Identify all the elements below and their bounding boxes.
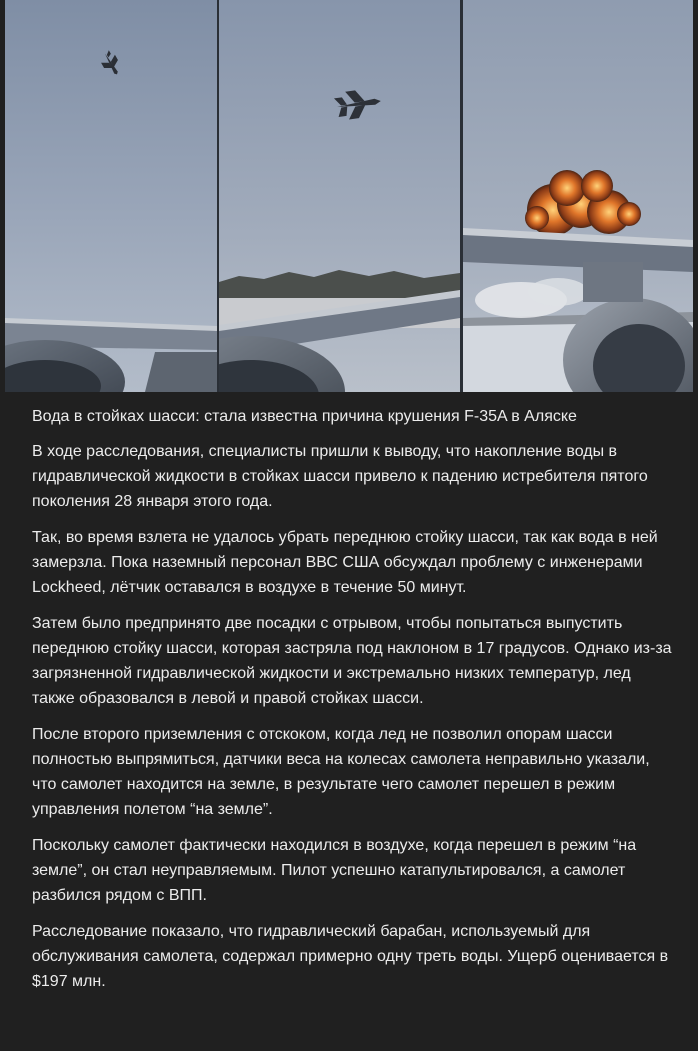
paragraph: Так, во время взлета не удалось убрать переднюю стойку шасси, так как вода в ней замерзла. Пока наземный персонал ВВС США обсуждал проблему с инженерами Lockheed, лётчик оставался в воздухе в течение 50 минут. xyxy=(32,529,658,596)
media-collage[interactable] xyxy=(5,0,693,392)
photo-jet-descending-image xyxy=(219,0,460,392)
paragraph: После второго приземления с отскоком, когда лед не позволил опорам шасси полностью выпрямиться, датчики веса на колесах самолета неправильно указали, что самолет находится на земле, в результате чего самолет перешел в режим управления полетом “на земле”. xyxy=(32,726,650,818)
post-text xyxy=(32,404,672,1005)
photo-jet-falling[interactable] xyxy=(5,0,217,392)
paragraph: Расследование показало, что гидравлический барабан, используемый для обслуживания самолета, содержал примерно одну треть воды. Ущерб оценивается в $197 млн. xyxy=(32,923,669,990)
photo-jet-descending[interactable] xyxy=(219,0,460,392)
paragraph: Поскольку самолет фактически находился в воздухе, когда перешел в режим “на земле”, он стал неуправляемым. Пилот успешно катапультировался, а самолет разбился рядом с ВПП. xyxy=(32,837,637,904)
photo-crash-fireball-image xyxy=(463,0,693,392)
post-title: Вода в стойках шасси: стала известна причина крушения F-35A в Аляске xyxy=(32,408,577,425)
paragraph: В ходе расследования, специалисты пришли к выводу, что накопление воды в гидравлической жидкости в стойках шасси привело к падению истребителя пятого поколения 28 января этого года. xyxy=(32,443,648,510)
photo-jet-falling-image xyxy=(5,0,217,392)
paragraph: Затем было предпринято две посадки с отрывом, чтобы попытаться выпустить переднюю стойку шасси, которая застряла под наклоном в 17 градусов. Однако из-за загрязненной гидравлической жидкости и экстремально низких температур, лед также образовался в левой и правой стойках шасси. xyxy=(32,615,672,707)
photo-crash-fireball[interactable] xyxy=(463,0,693,392)
